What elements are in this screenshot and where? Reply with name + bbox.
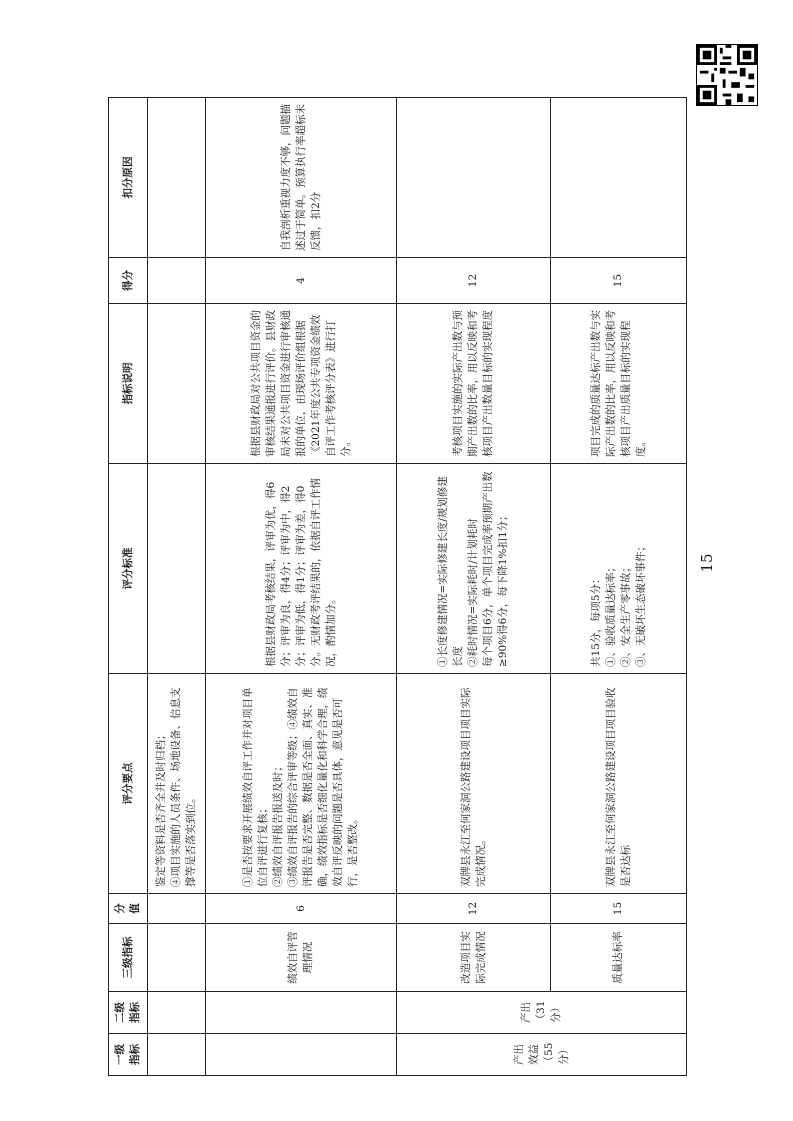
got-cell: 4 <box>206 258 397 304</box>
header-row <box>109 98 148 1076</box>
cell <box>148 992 206 1034</box>
level3-cell: 质量达标率 <box>551 924 687 992</box>
reason-cell <box>551 98 687 258</box>
header-standard: 评分标准 <box>109 464 148 674</box>
cell <box>148 1034 206 1076</box>
evaluation-table-container <box>108 98 687 1076</box>
table-row <box>397 98 551 1076</box>
level3-cell: 改造项目实际完成情况 <box>397 924 551 992</box>
cell <box>148 924 206 992</box>
header-level1: 一级指标 <box>109 1034 148 1076</box>
evaluation-table <box>108 97 687 1076</box>
level1-cell: 产出效益（55分） <box>397 1034 687 1076</box>
standard-cell: 共15分，每项5分： ①、验收质量达标率； ②、安全生产零事故； ③、无破坏生态破坏事件； <box>551 464 687 674</box>
qr-code-icon <box>697 45 757 105</box>
standard-cell: 根据县财政局考核结果，评审为优，得6分；评审为良，得4分；评审为中，得2分；评审为低，得1分；评审为差，得0分。无财政考评结果的，依据自评工作情况，酌情加分。 <box>206 464 397 674</box>
note-cell: 项目完成的质量达标产出数与实际产出数的比率，用以反映和考核项目产出质量目标的实现程度。 <box>551 304 687 464</box>
header-note: 指标说明 <box>109 304 148 464</box>
header-points: 评分要点 <box>109 674 148 894</box>
reason-cell: 自我剖析重视力度不够，问题描述过于简单。预算执行率超标未反馈，扣2分 <box>206 98 397 258</box>
score-value-cell: 6 <box>206 894 397 924</box>
got-cell: 12 <box>397 258 551 304</box>
level3-cell: 绩效自评管理情况 <box>206 924 397 992</box>
header-level3: 三级指标 <box>109 924 148 992</box>
cell <box>148 894 206 924</box>
note-cell: 根据县财政局对公共项目资金的审核结果通报进行评价。县财政局未对公共项目资金进行审核通报的单位，由现场评价组根据《2021年度公共专项资金绩效自评工作考核评分表》进行打分。 <box>206 304 397 464</box>
score-value-cell: 15 <box>551 894 687 924</box>
cell <box>148 304 206 464</box>
points-cell: 鉴定等资料是否齐全并及时归档； ④项目实施的人员条件、场地设备、信息支撑等是否落实到位。 <box>148 674 206 894</box>
table-row <box>551 98 687 1076</box>
table-row <box>206 98 397 1076</box>
points-cell: 双牌县永江至何家洞公路建设项目项目实际完成情况。 <box>397 674 551 894</box>
got-cell: 15 <box>551 258 687 304</box>
standard-cell: ①长度修建情况=实际修建长度/规划修建长度 ②耗时情况=实际耗时/计划耗时 每个项目6分，单个项目完成率预期产出数≥90%得6分，每下降1%扣1分； <box>397 464 551 674</box>
score-value-cell: 12 <box>397 894 551 924</box>
page-number: 15 <box>698 553 716 573</box>
points-cell: 双牌县永江至何家洞公路建设项目项目验收是否达标 <box>551 674 687 894</box>
cell <box>206 1034 397 1076</box>
points-cell: ①是否按要求开展绩效自评工作并对项目单位自评进行复核； ②绩效自评报告报送及时； ③绩效自评报告的综合评审等级；④绩效自评报告是否完整、数据是否全面、真实、准确，绩效指标是否细化量化和科学合理，绩效自评反映的问题是否具体，意见是否可行，是否整改。 <box>206 674 397 894</box>
header-got: 得分 <box>109 258 148 304</box>
cell <box>148 464 206 674</box>
level2-cell: 产出（31分） <box>397 992 687 1034</box>
note-cell: 考核项目实施的实际产出数与预期产出数的比率，用以反映和考核项目产出数量目标的实现程度 <box>397 304 551 464</box>
header-score-value: 分值 <box>109 894 148 924</box>
cell <box>148 98 206 258</box>
cell <box>206 992 397 1034</box>
header-reason: 扣分原因 <box>109 98 148 258</box>
table-row <box>148 98 206 1076</box>
qr-code <box>696 44 758 106</box>
reason-cell <box>397 98 551 258</box>
cell <box>148 258 206 304</box>
header-level2: 二级指标 <box>109 992 148 1034</box>
